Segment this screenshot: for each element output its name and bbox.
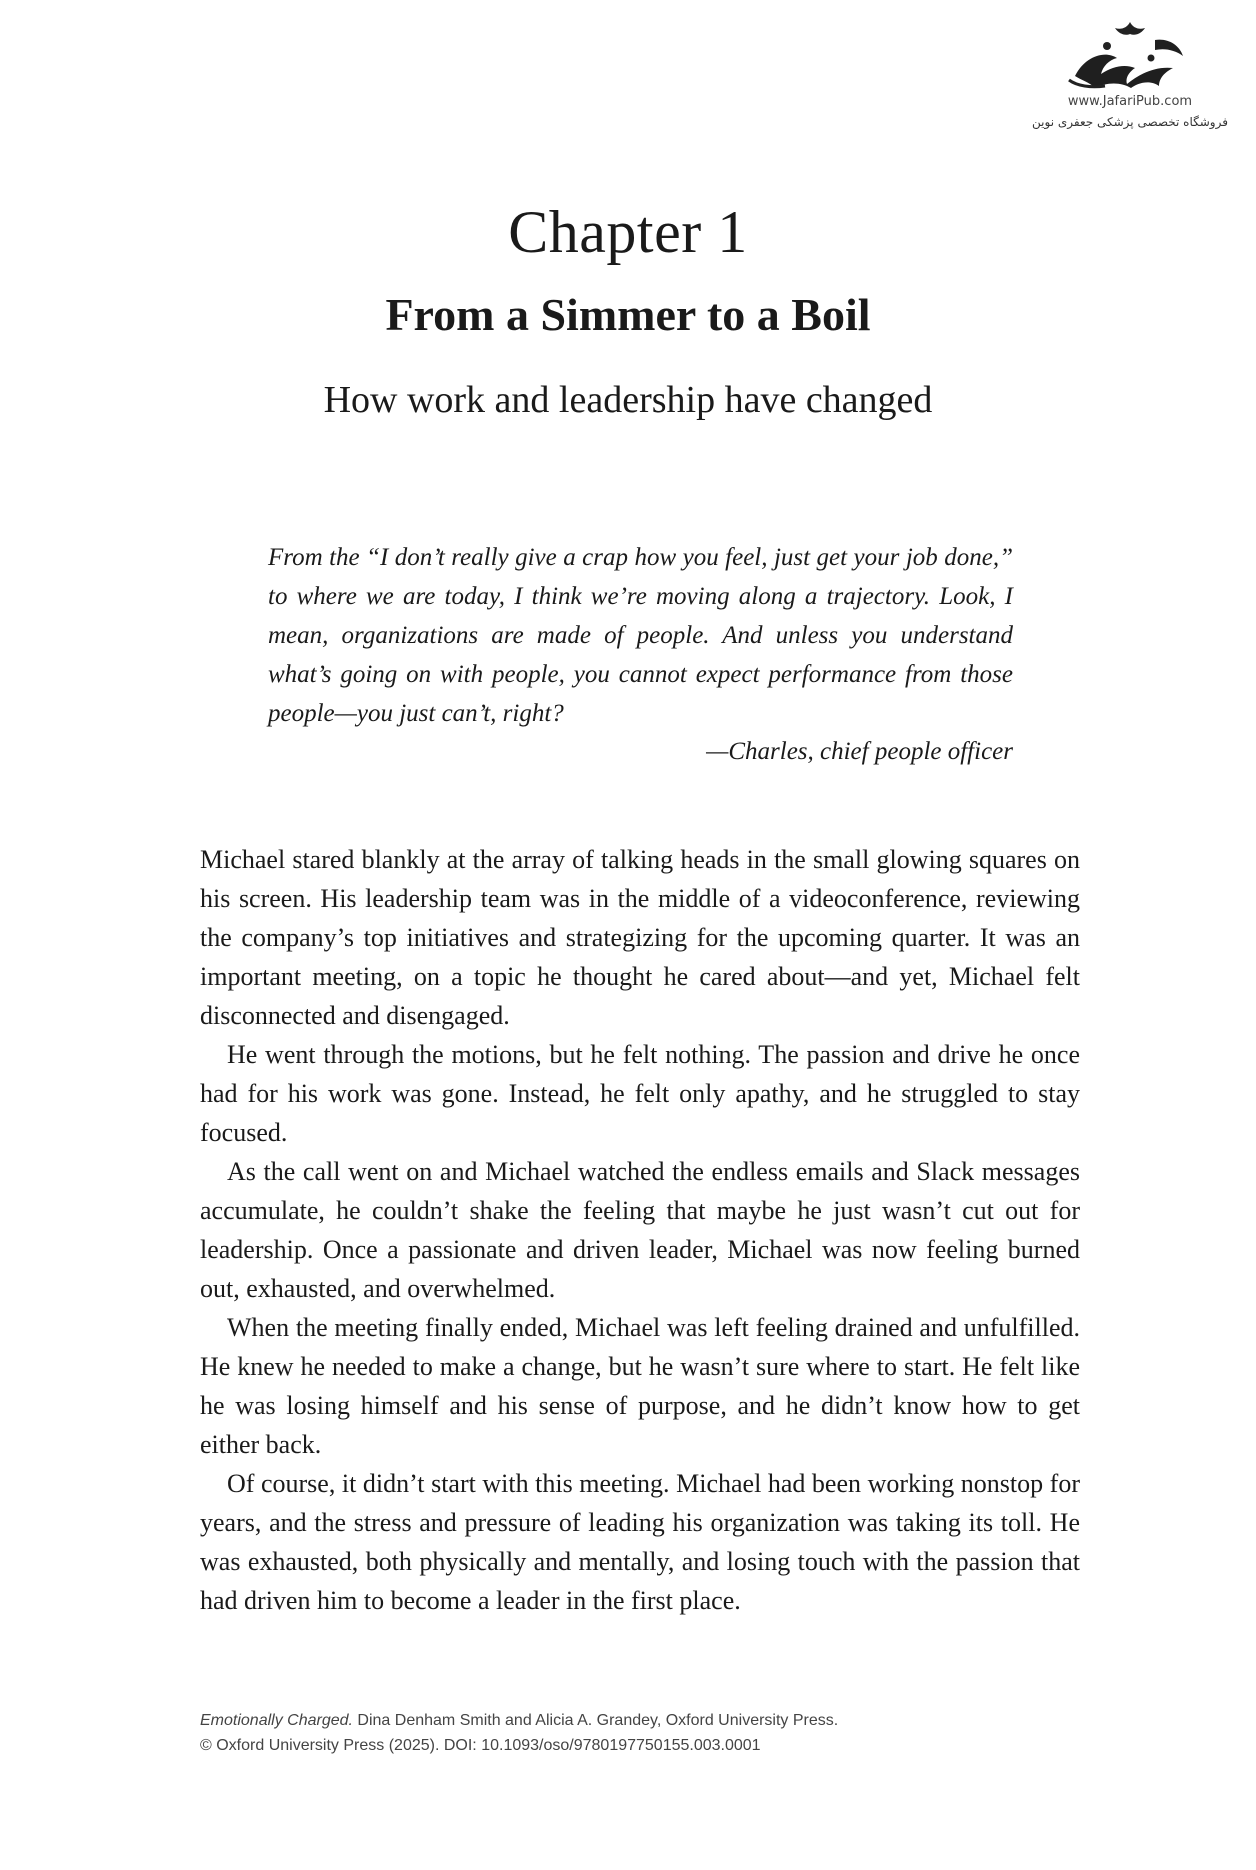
publisher-url: www.JafariPub.com <box>1067 94 1193 109</box>
chapter-number: Chapter 1 <box>508 199 748 265</box>
body-paragraph: Of course, it didn’t start with this meeting. Michael had been working nonstop for years, and the stress and pressure of leading his organization was taking its toll. He was exhausted, both physically and mentally, and losing touch with the passion that had driven him to become a leader in the first place. <box>200 1469 1080 1615</box>
copyright-line: © Oxford University Press (2025). DOI: 10.1093/oso/9780197750155.003.0001 <box>200 1737 761 1754</box>
citation-line <box>200 1708 1080 1733</box>
publisher-watermark <box>1012 16 1248 129</box>
body-paragraph: He went through the motions, but he felt nothing. The passion and drive he once had for his work was gone. Instead, he felt only apathy, and he struggled to stay focused. <box>200 1040 1080 1147</box>
book-title: Emotionally Charged. <box>200 1712 353 1729</box>
body-paragraph: When the meeting finally ended, Michael was left feeling drained and unfulfilled. He knew he needed to make a change, but he wasn’t sure where to start. He felt like he was losing himself and his sense of purpose, and he didn’t know how to get either back. <box>200 1313 1080 1459</box>
body-paragraph: As the call went on and Michael watched the endless emails and Slack messages accumulate, he couldn’t shake the feeling that maybe he just wasn’t cut out for leadership. Once a passionate and driven leader, Michael was now feeling burned out, exhausted, and overwhelmed. <box>200 1157 1080 1303</box>
chapter-title: From a Simmer to a Boil <box>385 289 871 340</box>
publisher-tagline: فروشگاه تخصصی پزشکی جعفری نوین <box>1032 115 1228 129</box>
epigraph-quote: From the “I don’t really give a crap how you feel, just get your job done,” to where we are today, I think we’re moving along a trajectory. Look, I mean, organizations are made of people. And unless you understand what’s going on with people, you cannot expect performance from those people—you just can’t, right? <box>268 544 1013 727</box>
epigraph-attribution: —Charles, chief people officer <box>706 738 1013 765</box>
chapter-subtitle: How work and leadership have changed <box>323 379 933 421</box>
citation-text: Dina Denham Smith and Alicia A. Grandey, Oxford University Press. <box>352 1712 839 1729</box>
chapter-body <box>200 840 1080 1620</box>
calligraphic-publisher-logo-icon <box>1055 16 1205 94</box>
citation-footer <box>200 1708 1080 1758</box>
body-paragraph: Michael stared blankly at the array of talking heads in the small glowing squares on his screen. His leadership team was in the middle of a videoconference, reviewing the company’s top initiatives and strategizing for the upcoming quarter. It was an important meeting, on a topic he thought he cared about—and yet, Michael felt disconnected and disengaged. <box>200 845 1080 1030</box>
